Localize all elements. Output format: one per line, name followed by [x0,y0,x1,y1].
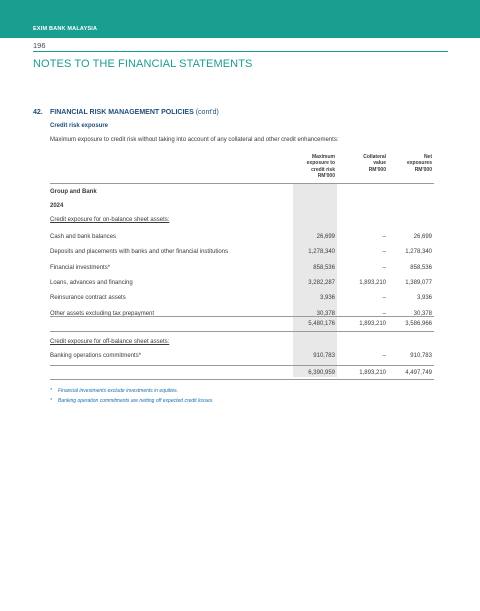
on-balance-row-value: 26,699 [316,234,335,240]
section-title: FINANCIAL RISK MANAGEMENT POLICIES [50,109,194,116]
on-balance-row-value: – [382,310,386,317]
column-header-line: value [373,160,386,167]
on-balance-total-max: 5,480,176 [308,321,335,327]
section-description: Maximum exposure to credit risk without taking into account of any collateral and other credit enhancements: [50,137,339,143]
on-balance-row-value: 1,278,340 [405,249,432,256]
on-balance-row-value: – [382,249,386,256]
off-balance-row-value: 910,783 [313,353,335,359]
column-header-line: RM'000 [317,172,335,179]
footnote-mark: * [50,388,52,394]
on-balance-row-value: 1,389,077 [405,279,432,286]
year-label: 2024 [50,203,64,209]
header-bar [0,0,480,38]
column-header-line: RM'000 [414,166,432,173]
on-balance-row-value: 1,278,340 [308,249,335,256]
on-balance-total-collateral: 1,893,210 [359,321,386,327]
section-continued: (cont'd) [195,109,219,116]
on-balance-row-label: Financial investments* [50,264,111,271]
on-balance-row-value: 858,536 [313,264,335,271]
column-header-line: Collateral [363,154,386,160]
on-balance-total-net: 3,586,966 [405,321,432,327]
on-balance-row-label: Deposits and placements with banks and other financial institutions [50,249,229,256]
on-balance-row-value: – [382,234,386,240]
on-balance-row-label: Reinsurance contract assets [50,295,126,302]
column-header-max-exposure [293,154,335,179]
grand-total-max: 6,390,959 [308,370,335,376]
page-number: 196 [33,41,46,50]
column-header-line: Maximum [311,154,335,160]
grand-total-bottom-rule [50,379,434,380]
on-balance-row-value: – [382,295,386,302]
group-label: Group and Bank [50,189,97,195]
off-balance-row-value: – [382,353,386,359]
off-balance-heading: Credit exposure for off-balance sheet assets: [50,339,170,345]
column-header-line: RM'000 [368,166,386,173]
footnote-text: Banking operation commitments are netting off expected credit losses. [58,398,214,404]
on-balance-row-value: 3,936 [416,295,432,302]
on-balance-total-rule [50,331,434,332]
footnote-text: Financial investments exclude investments in equities. [58,388,179,394]
section-subtitle: Credit risk exposure [50,123,109,129]
on-balance-row-value: 30,378 [413,310,432,317]
on-balance-row-value: – [382,264,386,271]
on-balance-heading: Credit exposure for on-balance sheet assets: [50,217,170,223]
column-header-line: credit risk [311,166,335,173]
on-balance-row-value: 3,282,287 [308,279,335,286]
brand-name: EXIM BANK MALAYSIA [33,26,98,32]
grand-total-collateral: 1,893,210 [359,370,386,376]
off-balance-row-label: Banking operations commitments* [50,353,142,359]
on-balance-row-value: 858,536 [410,264,432,271]
footnote-1 [50,388,178,394]
footnote-mark: * [50,398,52,404]
page-title: NOTES TO THE FINANCIAL STATEMENTS [33,58,253,70]
table-header-rule [50,183,434,184]
on-balance-row-label: Loans, advances and financing [50,279,133,286]
on-balance-row-value: 26,699 [413,234,432,240]
grand-total-top-rule [50,365,434,366]
section-heading [33,109,219,116]
off-balance-row-value: 910,783 [410,353,432,359]
column-header-net-exposure [390,154,432,173]
on-balance-row-label: Other assets excluding tax prepayment [50,310,155,317]
column-header-collateral [340,154,386,173]
on-balance-row-value: 1,893,210 [359,279,386,286]
column-header-line: exposure to [306,160,335,167]
on-balance-row-value: 30,378 [316,310,335,317]
on-balance-row-label: Cash and bank balances [50,234,117,240]
footnote-2 [50,398,214,404]
column-header-line: exposures [406,160,432,167]
on-balance-row-value: 3,936 [319,295,335,302]
header-divider [33,51,448,52]
section-number: 42. [33,109,43,116]
on-balance-subtotal-rule [50,316,434,317]
column-header-line: Net [423,154,432,160]
grand-total-net: 4,497,749 [405,370,432,376]
